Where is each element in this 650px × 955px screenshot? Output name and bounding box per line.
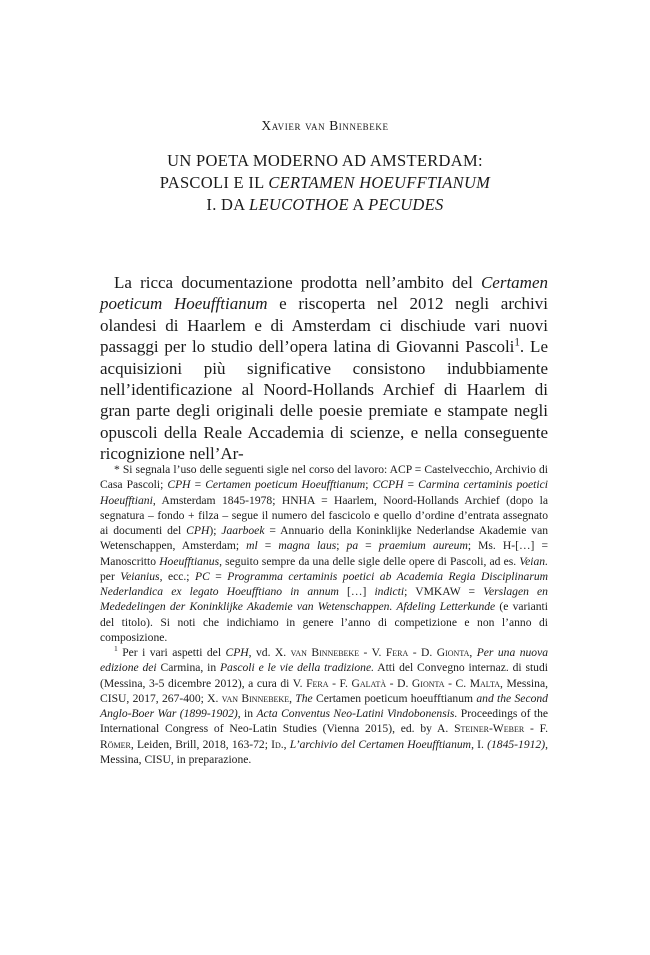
fn1-s: - C. xyxy=(444,676,470,690)
fn1-b: CPH xyxy=(225,646,249,659)
fn-s-aa: , ecc.; xyxy=(159,569,195,583)
fn-s-b: CPH xyxy=(167,478,191,492)
fn-s-ag: ; VMKAW = xyxy=(404,585,484,598)
title-2-roman: PASCOLI E IL xyxy=(159,173,269,192)
title-2-italic: CERTAMEN HOEUFFTIANUM xyxy=(268,173,491,192)
fn-s-c: = xyxy=(190,478,206,492)
body-paragraph xyxy=(100,272,548,465)
fn1-u: , Messina, CISU, 2017, 267-400; X. xyxy=(100,676,548,705)
title-3-c: A xyxy=(348,195,369,214)
fn-s-o: = xyxy=(257,539,279,553)
fn1-o: - F. xyxy=(328,676,352,690)
fn1-y: Certamen poeticum hoeufftianum xyxy=(312,691,477,705)
fn1-a: Per i vari aspetti del xyxy=(117,646,226,659)
fn1-af: Römer xyxy=(100,737,131,751)
author-last: Binnebeke xyxy=(329,118,389,133)
fn-s-a: * Si segnala l’uso delle seguenti sigle nel corso del lavoro: ACP = Castelvecchio, Archivio di Casa Pascoli; xyxy=(100,463,548,492)
fn1-ab: Acta Conventus Neo-Latini Vindobonensis. xyxy=(256,707,458,720)
fn1-e: - V. xyxy=(359,646,386,659)
fn1-ag: , Leiden, Brill, 2018, 163-72; xyxy=(130,737,272,751)
fn-s-ab: PC xyxy=(194,569,210,583)
fn1-number: 1 xyxy=(114,644,118,654)
fn1-ad: Steiner-Weber xyxy=(454,722,525,736)
title-3-d: PECUDES xyxy=(368,195,444,214)
fn-s-y: per xyxy=(100,569,121,583)
title-line-2 xyxy=(0,172,650,193)
fn1-f: Fera xyxy=(385,646,409,659)
fn-s-af: indicti xyxy=(374,585,405,598)
fn1-g: - D. xyxy=(408,646,437,659)
author-line xyxy=(0,118,650,134)
body-a: La ricca documentazione prodotta nell’ambito del xyxy=(114,273,481,292)
fn1-al: (1845-1912) xyxy=(487,737,546,751)
fn-s-l: Jaarboek xyxy=(221,524,265,537)
fn1-d: van Binnebeke xyxy=(290,646,360,659)
body-c: e riscoperta nel 2012 negli archivi olandesi di Haarlem e di Amsterdam ci dischiude vari nuovi passaggi per lo studio dell’opera latina di Giovanni Pascoli xyxy=(100,294,548,357)
fn-s-d: Certamen poeticum Hoeufftianum xyxy=(205,478,366,492)
fn-s-j: CPH xyxy=(186,524,210,537)
fn-s-i: , Amsterdam 1845-1978; HNHA = Haarlem, Noord-Hollands Archief (dopo la segnatura – fondo + filza – segue il numero del fascicolo e quello d’ordine d’entrata assegnato ai documenti del xyxy=(100,493,548,537)
fn-s-e: ; xyxy=(365,478,373,492)
fn1-aa: , in xyxy=(237,707,257,720)
footnote-1 xyxy=(100,645,548,767)
fn1-ak: , I. xyxy=(471,737,488,751)
fn1-m: Atti del Convegno internaz. di studi (Messina, 3-5 dicembre 2012), a cura di V. xyxy=(100,661,548,690)
body-d: . Le acquisizioni più significative consistono indubbiamente nell’identificazione al Noord-Hollands Archief di Haarlem di gran parte degli originali delle poesie premiate e stampate negli opuscoli della Reale Accademia di scienze, e nella conseguente ricognizione nell’Ar- xyxy=(100,337,548,464)
fn1-j: Per una nuova edizione dei xyxy=(100,646,549,675)
fn-s-v: Hoeufftianus xyxy=(159,554,220,568)
footnotes xyxy=(100,462,548,767)
fn-s-t: praemium aureum xyxy=(378,539,468,553)
fn-s-ai: (e varianti del titolo). Si noti che indichiamo in genere l’anno di competizione e non l’anno di composizione. xyxy=(100,600,548,644)
fn-s-u: ; Ms. H-[…] = Manoscritto xyxy=(100,539,548,568)
fn1-ah: Id. xyxy=(271,737,284,751)
fn-s-ah: Verslagen en Mededelingen der Koninklijke Akademie van Wetenschappen. Afdeling Letterkunde xyxy=(100,585,548,614)
fn1-w: , xyxy=(289,691,296,705)
fn1-ac: Proceedings of the International Congress of Neo-Latin Studies (Vienna 2015), ed. by A. xyxy=(100,707,549,736)
author-first: Xavier xyxy=(261,118,302,133)
fn-s-h: Carmina certaminis poetici Hoeufftiani xyxy=(100,478,548,507)
fn-s-s: = xyxy=(358,539,379,553)
title-line-1: UN POETA MODERNO AD AMSTERDAM: xyxy=(167,151,483,170)
fn-s-m: = Annuario della Koninklijke Nederlandse Akademie van Wetenschappen, Amsterdam; xyxy=(100,524,549,553)
fn1-r: Gionta xyxy=(411,676,445,690)
body-b: Certamen poeticum Hoeufftianum xyxy=(100,273,548,314)
fn1-aj: L’archivio del Certamen Hoeufftianum xyxy=(289,737,472,751)
fn1-am: , Messina, CISU, in preparazione. xyxy=(100,737,548,766)
fn1-ai: , xyxy=(283,737,290,751)
fn1-k: Carmina, in xyxy=(156,661,220,675)
fn1-c: , vd. X. xyxy=(248,646,291,659)
fn-s-ad: Programma certaminis poetici ab Academia Regia Disciplinarum Nederlandica ex legato Hoeufftiano in annum xyxy=(100,569,548,598)
fn1-q: - D. xyxy=(386,676,412,690)
fn1-l: Pascoli e le vie della tradizione. xyxy=(219,661,375,675)
fn-s-p: magna laus xyxy=(278,539,337,553)
fn1-x: The xyxy=(295,691,313,705)
fn1-h: Gionta xyxy=(436,646,470,659)
fn-s-k: ); xyxy=(209,524,222,537)
fn-s-w: , seguito sempre da una delle sigle delle opere di Pascoli, ad es. xyxy=(219,554,520,568)
footnote-star xyxy=(100,462,548,645)
fn-s-z: Veianius xyxy=(120,569,160,583)
fn1-n: Fera xyxy=(306,676,329,690)
fn-s-f: CCPH xyxy=(372,478,404,492)
fn1-i: , xyxy=(469,646,477,659)
fn-s-g: = xyxy=(403,478,419,492)
fn1-z: and the Second Anglo-Boer War (1899-1902) xyxy=(100,691,548,720)
fn1-ae: - F. xyxy=(524,722,548,736)
fn-s-ac: = xyxy=(209,569,228,583)
fn1-p: Galatà xyxy=(351,676,387,690)
fn-s-q: ; xyxy=(336,539,347,553)
fn1-v: van Binnebeke xyxy=(221,691,290,705)
fn1-t: Malta xyxy=(469,676,500,690)
fn-s-x: Veian. xyxy=(519,554,548,568)
author-particle: van xyxy=(305,118,326,133)
footnote-ref-1: 1 xyxy=(514,336,520,349)
fn-s-ae: […] xyxy=(338,585,375,598)
title-line-3 xyxy=(0,194,650,215)
fn-s-n: ml xyxy=(246,539,258,553)
fn-s-r: pa xyxy=(346,539,359,553)
title-3-b: LEUCOTHOE xyxy=(249,195,349,214)
title-3-a: I. DA xyxy=(206,195,249,214)
